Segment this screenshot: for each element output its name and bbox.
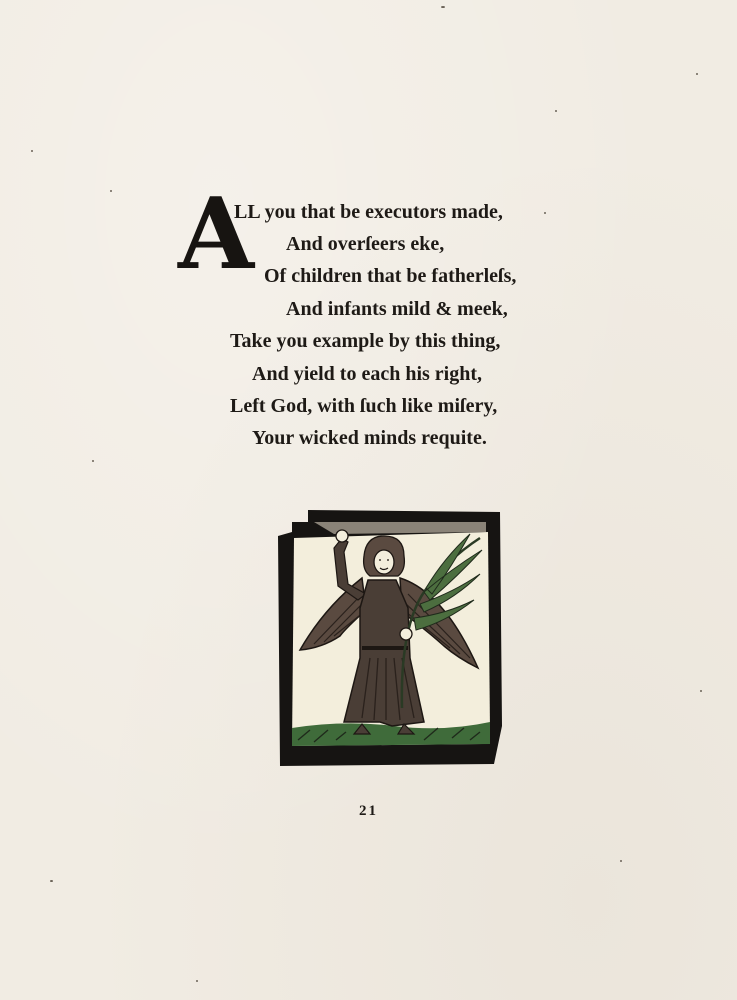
- paper-speck: [441, 6, 445, 8]
- paper-speck: [544, 212, 546, 214]
- verse-line-7: Left God, with ſuch like miſery,: [230, 395, 498, 417]
- verse-line-1: LL you that be executors made,: [234, 201, 503, 223]
- verse-line-5: Take you example by this thing,: [230, 330, 501, 352]
- paper-speck: [700, 690, 702, 692]
- angel-holding-hand: [400, 628, 412, 640]
- verse-line-4: And infants mild & meek,: [286, 298, 508, 320]
- angel-hand: [336, 530, 348, 542]
- paper-speck: [620, 860, 622, 862]
- page-number: 21: [359, 803, 378, 819]
- paper-speck: [555, 110, 557, 112]
- paper-speck: [50, 880, 53, 882]
- paper-speck: [696, 73, 698, 75]
- paper-speck: [92, 460, 94, 462]
- drop-cap-letter: A: [178, 177, 253, 292]
- paper-speck: [196, 980, 198, 982]
- paper-speck: [110, 190, 112, 192]
- verse-line-2: And overſeers eke,: [286, 233, 445, 255]
- verse-line-6: And yield to each his right,: [252, 363, 483, 385]
- paper-speck: [31, 150, 33, 152]
- verse-line-3: Of children that be fatherleſs,: [264, 265, 517, 287]
- woodcut-illustration: [274, 508, 506, 770]
- angel-with-palm-frond-woodcut-icon: [274, 508, 506, 770]
- verse-line-8: Your wicked minds requite.: [252, 427, 487, 449]
- angel-face: [374, 550, 394, 574]
